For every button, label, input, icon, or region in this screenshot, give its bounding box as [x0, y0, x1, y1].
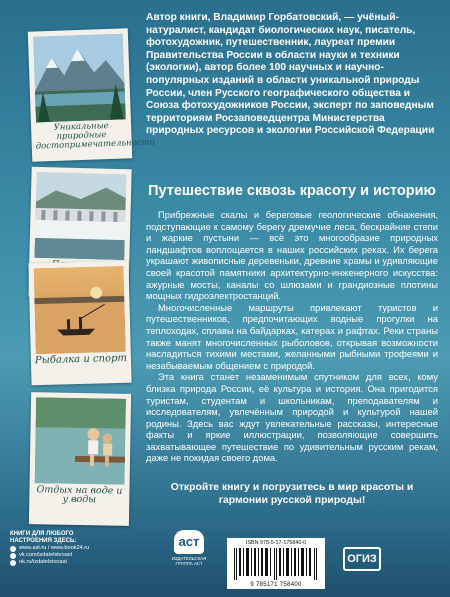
ok-icon	[10, 560, 16, 566]
closing-call: Откройте книгу и погрузитесь в мир красоты и гармонии русской природы!	[170, 482, 414, 506]
ogiz-logo: ОГИЗ	[343, 547, 381, 571]
promo-heading: КНИГИ ДЛЯ ЛЮБОГО	[10, 531, 74, 537]
photo-card-nature	[28, 28, 156, 161]
author-bio: Автор книги, Владимир Горбатовский, — учёный-натуралист, кандидат биологических наук, писатель, фотохудожник, путешественник, лауреат премии Правительства России в области науки и техники (экологии), автор более 100 научных и научно-популярных изданий в области уникальной природы России, член Русского географического общества и Союза фотохудожников России, эксперт по заповедным территориям Росзаповедцентра Министерства природных ресурсов и экологии Российской Федерации	[146, 12, 435, 137]
mountain-lake-photo	[33, 33, 126, 122]
photo-card-leisure	[29, 392, 131, 526]
ok-link[interactable]: ok.ru/izdatelstvoast	[19, 559, 67, 565]
publisher-label: ИЗДАТЕЛЬСКАЯ	[171, 556, 207, 561]
site-link[interactable]: www.ast.ru / www.book24.ru	[19, 545, 90, 551]
paragraph: Прибрежные скалы и береговые геологические обнажения, подступающие к самому берегу дремучие леса, бескрайние степи и жаркие пустыни — всё это многообразие природных ландшафтов воплощается в наших российских реках. Их берега украшают живописные деревеньки, древние храмы и удивляющие своей красотой памятники архитектурно-инженерного искусства: ажурные мосты, каналы со шлюзами и грандиозные плотины мощных гидроэлектростанций.	[146, 209, 438, 302]
publisher-label: ГРУППА АСТ	[175, 561, 203, 566]
fishing-boat-photo	[34, 266, 126, 354]
dam-photo	[34, 172, 126, 260]
isbn-text: ISBN 978-5-17-175840-0	[245, 540, 307, 546]
promo-heading: НАСТРОЕНИЯ ЗДЕСЬ:	[10, 538, 77, 544]
vk-icon	[10, 553, 16, 559]
paragraph: Эта книга станет незаменимым спутником для всех, кому близка природа России, её культура и история. Она пригодится туристам, студентам и школьникам, преподавателям и исследователям, увлечённым природой и культурой нашей родины. Здесь вас ждут увлекательные рассказы, интересные факты и яркие иллюстрации, позволяющие совершить захватывающее путешествие по удивительным русским рекам, даже не покидая своего дома.	[146, 371, 438, 464]
publisher-promo	[10, 531, 130, 566]
paragraph: Многочисленные маршруты привлекают туристов и путешественников, предпочитающих водные прогулки на теплоходах, сплавы на байдарках, катерах и рафтах. Реки страны также манят многочисленных рыболовов, открывая возможности насладиться тихими местами, желанными рыбными трофеями и незабываемым общением с природой.	[146, 301, 438, 371]
ast-mark: аст	[174, 530, 204, 554]
barcode-bars	[234, 548, 318, 580]
description-text	[146, 209, 438, 464]
vk-link[interactable]: vk.com/izdatelstvoast	[19, 552, 73, 558]
barcode-number: 9 785171 758400	[250, 582, 302, 588]
photo-caption: Уникальные природные достопримечательности	[35, 121, 156, 152]
barcode	[227, 538, 325, 589]
couple-on-pier-photo	[35, 397, 126, 485]
photo-caption: Отдых на воде и у воды	[36, 484, 123, 506]
photo-card-fishing	[28, 261, 131, 386]
ast-logo	[170, 530, 208, 576]
photo-caption: Рыбалка и спорт	[34, 352, 128, 367]
section-title: Путешествие сквозь красоту и историю	[148, 183, 436, 199]
globe-icon	[10, 546, 16, 552]
